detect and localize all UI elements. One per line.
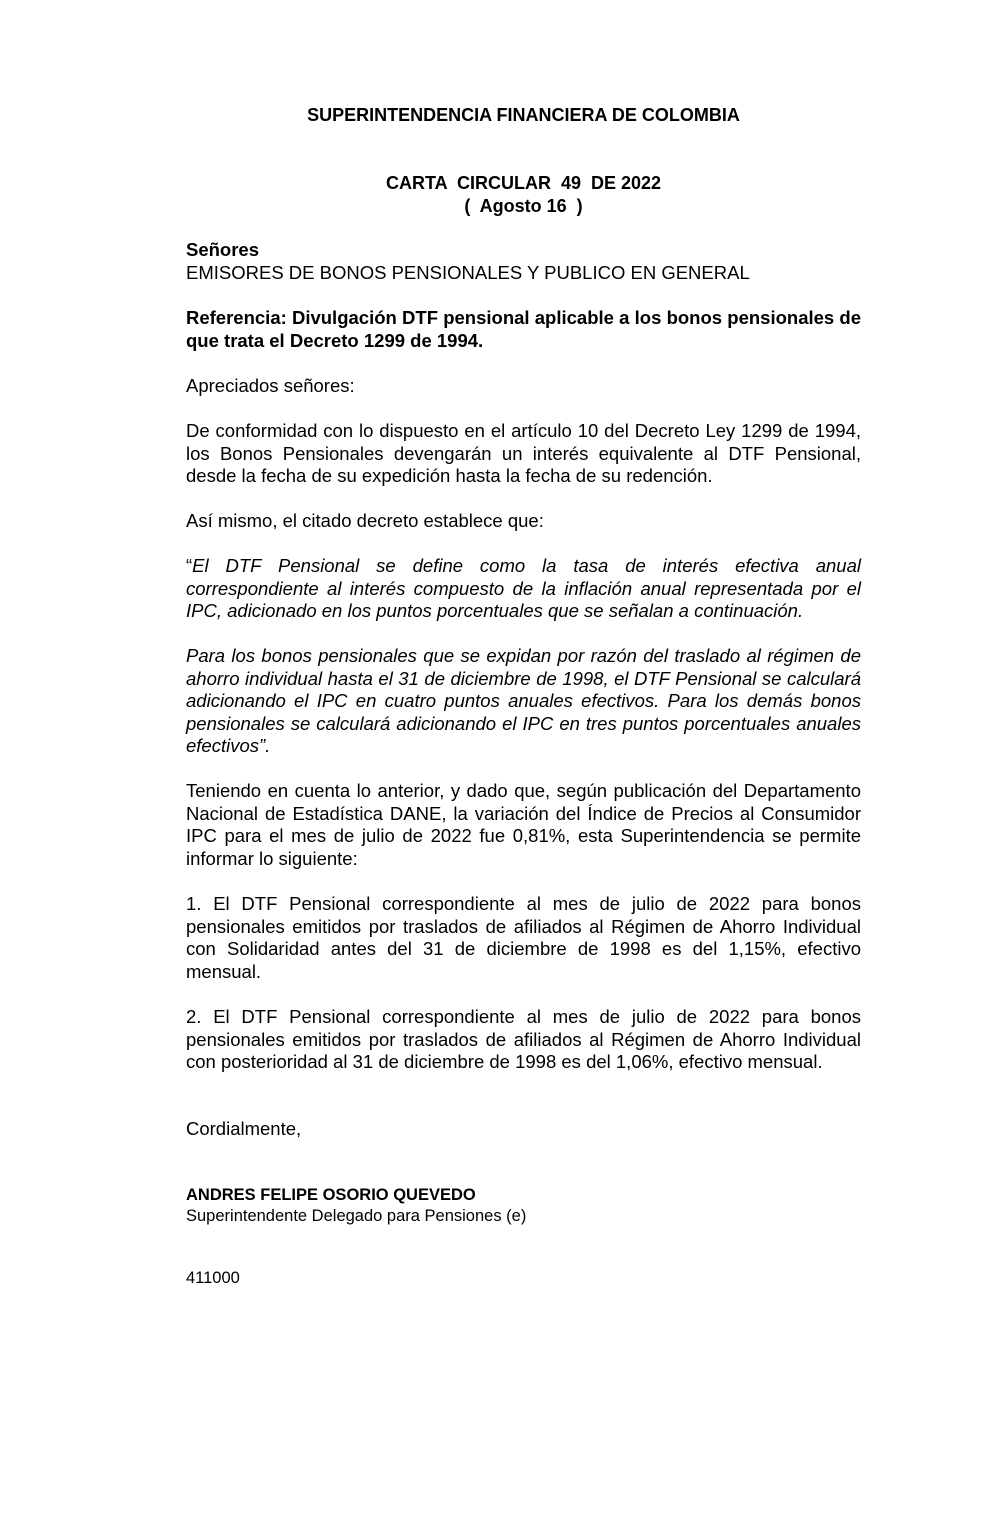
reference-code: 411000 xyxy=(186,1269,240,1287)
body-paragraph-3: Teniendo en cuenta lo anterior, y dado que, según publicación del Departamento Nacional de Estadística DANE, la variación del Índice de Precios al Consumidor IPC para el mes de julio de 2022 fue 0,81%, esta Superintendencia se permite informar lo siguiente: xyxy=(186,780,861,869)
body-paragraph-1: De conformidad con lo dispuesto en el artículo 10 del Decreto Ley 1299 de 1994, los Bonos Pensionales devengarán un interés equivalente al DTF Pensional, desde la fecha de su expedición hasta la fecha de su redención. xyxy=(186,420,861,487)
recipients-line: EMISORES DE BONOS PENSIONALES Y PUBLICO EN GENERAL xyxy=(186,262,750,283)
closing: Cordialmente, xyxy=(186,1118,302,1139)
salutation-label: Señores xyxy=(186,239,260,260)
signatory-position: Superintendente Delegado para Pensiones (e) xyxy=(186,1207,527,1225)
quote-paragraph-1: El DTF Pensional se define como la tasa de interés efectiva anual correspondiente al interés compuesto de la inflación anual representada por el IPC, adicionado en los puntos porcentuales que se señalan a continuación. xyxy=(186,555,861,622)
quote-open-mark: “ xyxy=(186,555,193,576)
circular-title: CARTA CIRCULAR 49 DE 2022 xyxy=(385,173,662,193)
circular-date: ( Agosto 16 ) xyxy=(464,196,583,216)
body-paragraph-2: Así mismo, el citado decreto establece que: xyxy=(186,510,544,531)
quoted-definition xyxy=(186,555,861,623)
reference-line: Referencia: Divulgación DTF pensional aplicable a los bonos pensionales de que trata el Decreto 1299 de 1994. xyxy=(186,307,861,351)
signatory-name: ANDRES FELIPE OSORIO QUEVEDO xyxy=(186,1186,476,1204)
numbered-item-1: 1. El DTF Pensional correspondiente al mes de julio de 2022 para bonos pensionales emitidos por traslados de afiliados al Régimen de Ahorro Individual con Solidaridad antes del 31 de diciembre de 1998 es del 1,15%, efectivo mensual. xyxy=(186,893,861,982)
greeting: Apreciados señores: xyxy=(186,375,355,396)
quote-paragraph-2: Para los bonos pensionales que se expidan por razón del traslado al régimen de ahorro individual hasta el 31 de diciembre de 1998, el DTF Pensional se calculará adicionando el IPC en cuatro puntos anuales efectivos. Para los demás bonos pensionales se calculará adicionando el IPC en tres puntos porcentuales anuales efectivos”. xyxy=(186,645,861,757)
institution-heading: SUPERINTENDENCIA FINANCIERA DE COLOMBIA xyxy=(307,105,740,125)
numbered-item-2: 2. El DTF Pensional correspondiente al mes de julio de 2022 para bonos pensionales emitidos por traslados de afiliados al Régimen de Ahorro Individual con posterioridad al 31 de diciembre de 1998 es del 1,06%, efectivo mensual. xyxy=(186,1006,861,1073)
